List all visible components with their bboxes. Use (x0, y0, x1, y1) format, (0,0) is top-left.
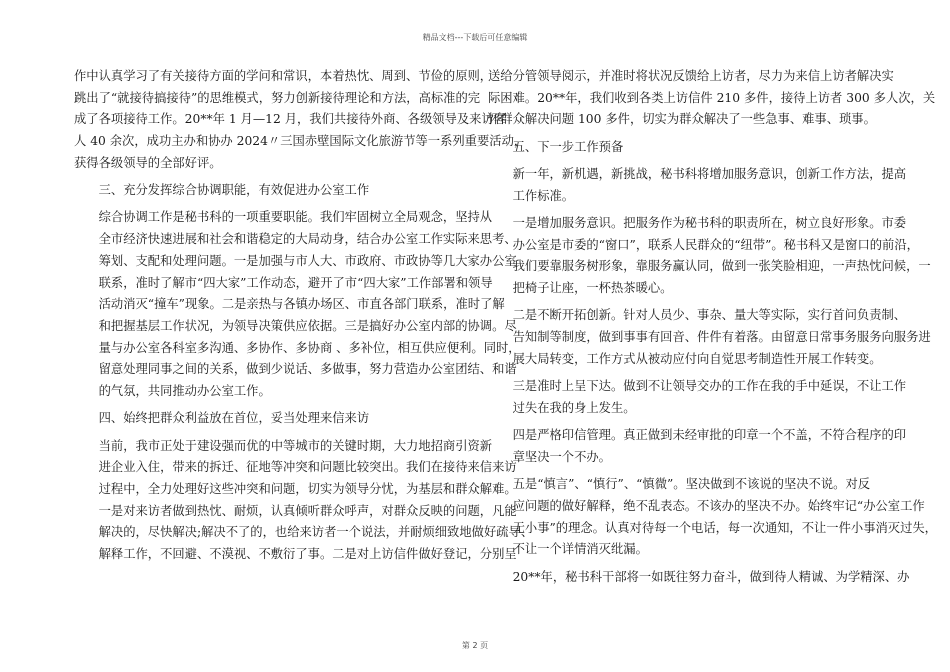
paragraph (488, 567, 910, 589)
text-line: 章坚决一个不办。 (512, 449, 611, 464)
text-line: 二是不断开拓创新。针对人员少、事杂、量大等实际，实行首问负责制、 (512, 308, 907, 323)
text-line: 当前，我市正处于建设强而优的中等城市的关键时期，大力地招商引资新 (98, 438, 493, 453)
paragraph (488, 425, 907, 468)
right-column (488, 66, 937, 594)
text-line: 作中认真学习了有关接待方面的学问和常识，本着热忱、周到、节俭的原则， (74, 69, 493, 83)
text-line: 三、充分发挥综合协调职能，有效促进办公室工作 (98, 183, 370, 198)
paragraph (488, 66, 936, 131)
text-line: 联系，准时了解市“四大家”工作动态，避开了市“四大家”工作部署和领导 (98, 275, 493, 290)
text-line: 综合协调工作是秘书科的一项重要职能。我们牢固树立全局观念，坚持从 (98, 210, 493, 225)
paragraph (488, 137, 896, 159)
text-line: 我们要靠服务树形象，靠服务赢认同，做到一张笑脸相迎，一声热忱问候，一 (512, 259, 931, 274)
page-header: 精品文档---下载后可任意编辑 (422, 33, 528, 42)
text-line: 解释工作，不回避、不漠视、不敷衍了事。二是对上访信件做好登记，分别呈 (98, 547, 517, 562)
text-line: 四是严格印信管理。真正做到未经审批的印章一个不盖，不符合程序的印 (512, 428, 907, 443)
text-line: 和把握基层工作状况，为领导决策供应依据。三是搞好办公室内部的协调。尽 (98, 318, 517, 333)
text-line: 际困难。20**年，我们收到各类上访信件 210 多件，接待上访者 300 多人次，关 (488, 90, 936, 105)
paragraph (488, 376, 907, 419)
paragraph (74, 436, 534, 566)
text-line: 过程中，全力处理好这些冲突和问题，切实为领导分忧，为基层和群众解难。 (98, 482, 517, 497)
text-line: 一是对来访者做到热忱、耐烦，认真倾听群众呼声，对群众反映的问题，凡能 (98, 503, 517, 518)
text-line: 五、下一步工作预备 (512, 139, 624, 154)
text-line: 留意处理同事之间的关系，做到少说话、多做事，努力营造办公室团结、和谐 (98, 362, 517, 377)
text-line: 告知制等制度，做到事事有回音、件件有着落。由留意日常事务服务向服务进 (512, 330, 931, 345)
text-line: 四、始终把群众利益放在首位，妥当处理来信来访 (98, 411, 370, 426)
text-line: 筹划、支配和处理问题。一是加强与市人大、市政府、市政协等几大家办公室 (98, 253, 517, 268)
paragraph (488, 305, 931, 370)
text-line: 无小事”的理念。认真对待每一个电话，每一次通知，不让一件小事消灭过失， (512, 520, 937, 535)
paragraph (74, 66, 527, 175)
text-line: 解决的，尽快解决;解决不了的，也给来访者一个说法，并耐烦细致地做好疏导、 (98, 525, 534, 540)
paragraph (74, 207, 521, 402)
text-line: 量与办公室各科室多沟通、多协作、多协商 、多补位，相互供应便利。同时， (98, 340, 521, 355)
text-line: 展大局转变，工作方式从被动应付向自觉思考制造性开展工作转变。 (512, 351, 882, 366)
text-line: 20**年，秘书科干部将一如既往努力奋斗，做到待人精诚、为学精深、办 (512, 569, 910, 584)
text-line: 怀群众解决问题 100 多件，切实为群众解决了一些急事、难事、琐事。 (488, 112, 876, 127)
text-line: 的气氛，共同推动办公室工作。 (98, 384, 271, 399)
paragraph (74, 408, 482, 430)
text-line: 新一年，新机遇，新挑战，秘书科将增加服务意识，创新工作方法，提高 (512, 167, 907, 181)
text-line: 把椅子让座，一杯热茶暖心。 (512, 281, 673, 296)
paragraph (488, 474, 937, 561)
left-column (74, 66, 534, 571)
text-line: 工作标准。 (512, 188, 575, 203)
text-line: 人 40 余次，成功主办和协办 2024〃三国赤壁国际文化旅游节等一系列重要活动， (74, 134, 527, 149)
text-line: 三是准时上呈下达。做到不让领导交办的工作在我的手中延误，不让工作 (512, 379, 907, 394)
text-line: 全市经济快速进展和社会和谐稳定的大局动身，结合办公室工作实际来思考、 (98, 232, 517, 247)
text-line: 送给分管领导阅示，并准时将状况反馈给上访者，尽力为来信上访者解决实 (488, 69, 894, 83)
paragraph (74, 180, 482, 202)
text-line: 跳出了“就接待搞接待”的思维模式，努力创新接待理论和方法，高标准的完 (74, 90, 481, 105)
text-line: 不让一个详情消灭纰漏。 (512, 542, 648, 557)
text-line: 过失在我的身上发生。 (512, 400, 636, 415)
text-line: 办公室是市委的“窗口”，联系人民群众的“纽带”。秘书科又是窗口的前沿， (512, 237, 919, 252)
paragraph (488, 164, 907, 207)
paragraph (488, 213, 931, 300)
text-line: 获得各级领导的全部好评。 (74, 155, 222, 170)
page-number: 第 2 页 (461, 641, 489, 650)
text-line: 进企业入住，带来的拆迁、征地等冲突和问题比较突出。我们在接待来信来访 (98, 460, 517, 475)
text-line: 应问题的做好解释，绝不乱表态。不该办的坚决不办。始终牢记“办公室工作 (512, 498, 925, 513)
text-line: 成了各项接待工作。20**年 1 月—12 月，我们共接待外商、各级领导及来访客 (74, 112, 507, 127)
text-line: 活动消灭“撞车”现象。二是亲热与各镇办场区、市直各部门联系，准时了解 (98, 297, 505, 312)
text-line: 五是“慎言”、“慎行”、“慎微”。坚决做到不该说的坚决不说。对反 (512, 477, 871, 492)
text-line: 一是增加服务意识。把服务作为秘书科的职责所在，树立良好形象。市委 (512, 216, 907, 230)
